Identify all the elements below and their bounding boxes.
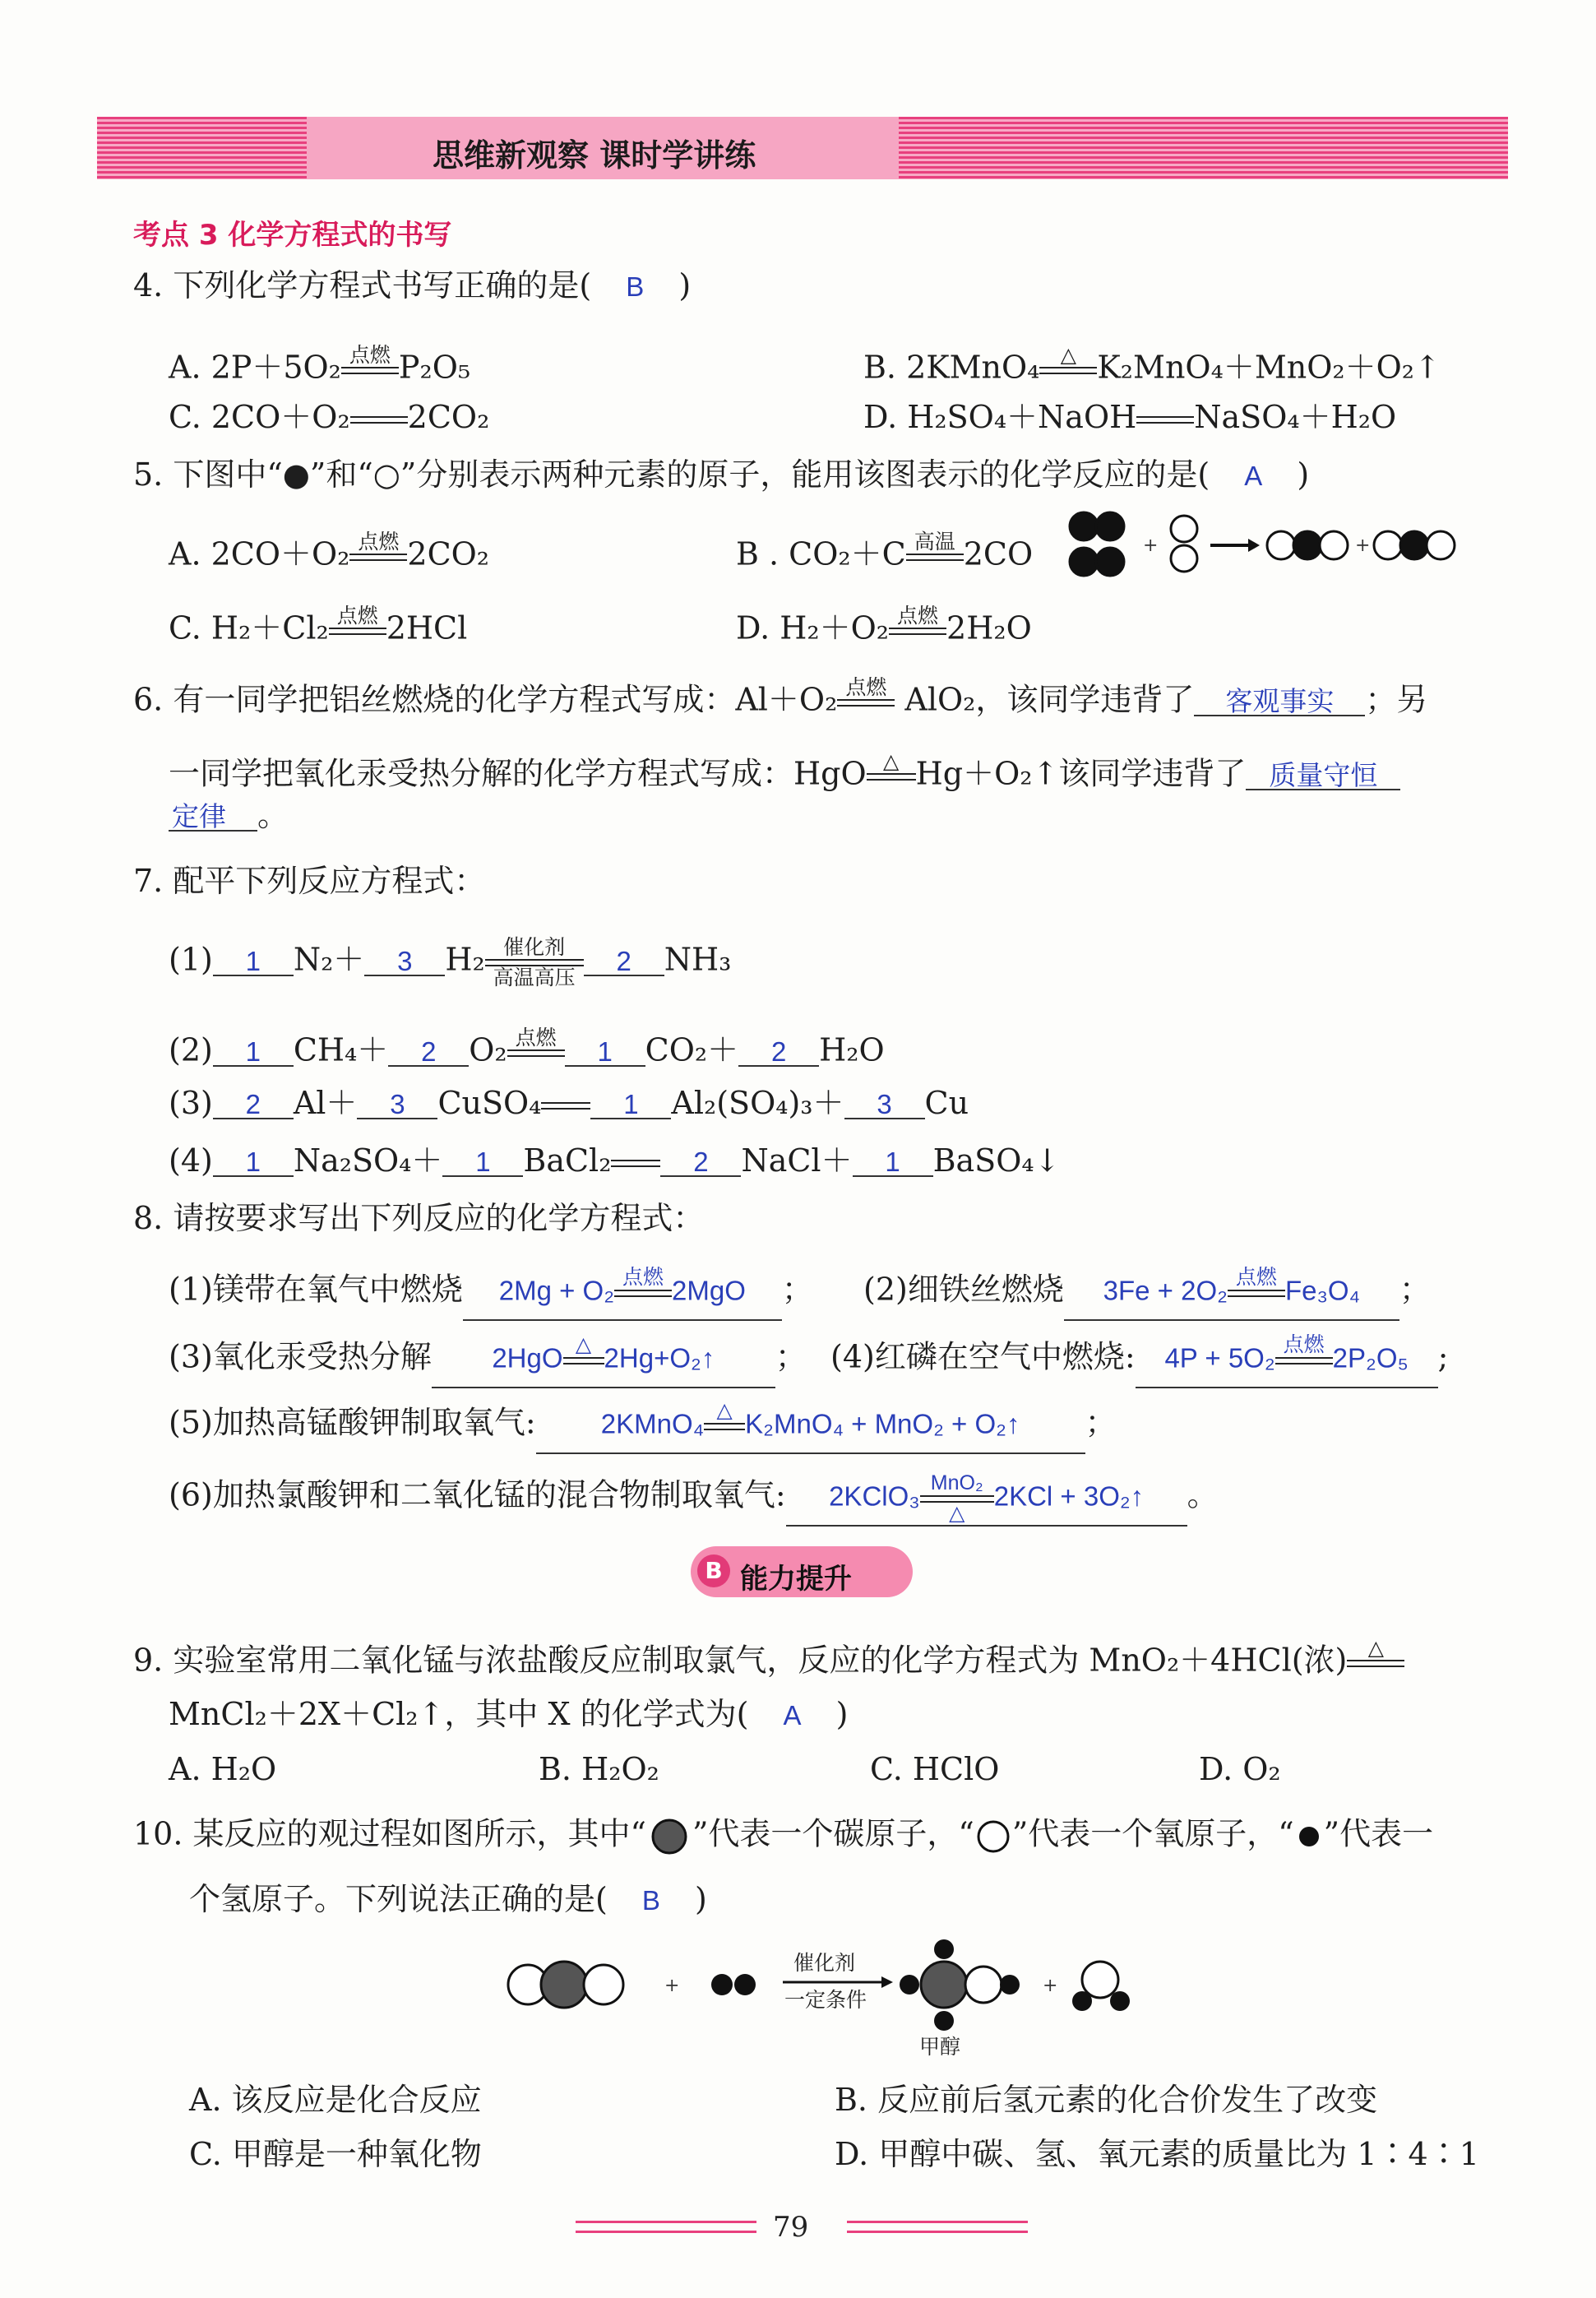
q8-answer-1: 2Mg + O₂ 点燃 2MgO: [463, 1267, 782, 1321]
hydrogen-atom: [1110, 1991, 1130, 2011]
q9-line2: MnCl₂＋2X＋Cl₂↑，其中 X 的化学式为( A ): [169, 1696, 849, 1732]
light-atom: [1427, 531, 1455, 559]
condition-label: 一定条件: [784, 1988, 867, 2012]
q8-answer-4: 4P + 5O₂ 点燃 2P₂O₅: [1136, 1334, 1438, 1388]
reaction-arrow: △: [563, 1334, 604, 1387]
hydrogen-atom-icon: [1294, 1818, 1324, 1856]
q7-reaction-1: (1) 1 N₂＋ 3 H₂ 催化剂 高温高压 2 NH₃: [169, 935, 732, 989]
q6-line3: 定律 。: [169, 799, 289, 832]
reaction-arrow: 点燃: [837, 676, 895, 729]
plus-sign: +: [1043, 1976, 1058, 1996]
q4-option-c: C. 2CO＋O₂ 2CO₂: [169, 399, 490, 435]
hydrogen-atom: [900, 1975, 919, 1995]
q8-answer-5: 2KMnO₄ △ K₂MnO₄ + MnO₂ + O₂↑: [536, 1400, 1085, 1454]
badge-letter: B: [697, 1554, 730, 1587]
q6-answer-2-cont: 定律: [169, 803, 257, 832]
q4-option-a: A. 2P＋5O₂ 点燃 P₂O₅: [169, 344, 470, 396]
q9-answer: A: [783, 1700, 802, 1730]
q6-line1: 6. 有一同学把铝丝燃烧的化学方程式写成：Al＋O₂ 点燃 AlO₂，该同学违背了 客观事实 ；另: [133, 676, 1427, 729]
q7-stem: 7. 配平下列反应方程式：: [133, 863, 486, 899]
q10-answer: B: [641, 1885, 660, 1916]
reaction-arrow: 点燃: [349, 530, 407, 583]
plus-sign: +: [1143, 535, 1159, 556]
dark-atom: [1070, 512, 1098, 540]
q9-option-c: C. HClO: [870, 1751, 1000, 1787]
q5-answer: A: [1244, 461, 1263, 491]
footer-line-left: [576, 2231, 756, 2233]
reaction-arrow: [350, 416, 408, 424]
q8-part-1: (1)镁带在氧气中燃烧 2Mg + O₂ 点燃 2MgO ；: [169, 1267, 813, 1321]
reaction-arrow-head: [881, 1976, 893, 1988]
q6-answer-1: 客观事实: [1194, 688, 1365, 716]
q7-reaction-3: (3) 2 Al＋ 3 CuSO₄ 1 Al₂(SO₄)₃＋ 3 Cu: [169, 1085, 969, 1121]
dark-atom: [1400, 531, 1428, 559]
q10-option-a: A. 该反应是化合反应: [189, 2082, 482, 2118]
q8-part-6: (6)加热氯酸钾和二氧化锰的混合物制取氧气: 2KClO₃ MnO₂ △ 2KCl + 3O₂↑ 。: [169, 1472, 1219, 1527]
dark-atom: [1096, 512, 1124, 540]
q6-answer-2: 质量守恒: [1246, 762, 1400, 790]
header-banner: [97, 117, 1508, 179]
q8-part-2: (2)细铁丝燃烧 3Fe + 2O₂ 点燃 Fe₃O₄ ；: [863, 1267, 1431, 1321]
q8-part-4: (4)红磷在空气中燃烧: 4P + 5O₂ 点燃 2P₂O₅ ;: [830, 1334, 1448, 1388]
q9-option-d: D. O₂: [1199, 1751, 1281, 1787]
q6-line2: 一同学把氧化汞受热分解的化学方程式写成：HgO △ Hg＋O₂↑该同学违背了 质量守恒: [169, 750, 1400, 803]
reaction-arrow: △: [1039, 344, 1097, 396]
q8-part-5: (5)加热高锰酸钾制取氧气: 2KMnO₄ △ K₂MnO₄ + MnO₂ + O₂↑ ；: [169, 1400, 1117, 1454]
q8-stem: 8. 请按要求写出下列反应的化学方程式：: [133, 1200, 705, 1236]
footer-line-right: [847, 2231, 1028, 2233]
methanol-label: 甲醇: [919, 2035, 961, 2059]
q10-line1: 10. 某反应的观过程如图所示，其中“ ”代表一个碳原子，“ ”代表一个氧原子，“ ”代表一: [133, 1818, 1433, 1856]
carbon-atom: [921, 1962, 967, 2008]
reaction-arrow: 点燃: [1228, 1267, 1285, 1319]
light-atom: [1171, 545, 1197, 572]
q8-answer-6: 2KClO₃ MnO₂ △ 2KCl + 3O₂↑: [786, 1472, 1187, 1527]
q9-option-b: B. H₂O₂: [539, 1751, 659, 1787]
reaction-arrow: MnO₂ △: [920, 1472, 994, 1525]
q5-reaction-diagram: [1061, 506, 1472, 588]
oxygen-atom: [584, 1965, 623, 2004]
dark-atom: [1096, 548, 1124, 576]
oxygen-atom: [965, 1967, 1002, 2003]
q8-answer-2: 3Fe + 2O₂ 点燃 Fe₃O₄: [1064, 1267, 1399, 1321]
hydrogen-atom: [711, 1974, 733, 1995]
reaction-arrow: 点燃: [1275, 1334, 1333, 1387]
hydrogen-atom: [1072, 1991, 1092, 2011]
q7-reaction-2: (2) 1 CH₄＋ 2 O₂ 点燃 1 CO₂＋ 2 H₂O: [169, 1026, 885, 1079]
hydrogen-atom: [734, 1974, 756, 1995]
q5-option-a: A. 2CO＋O₂ 点燃 2CO₂: [169, 530, 489, 583]
footer-line-left: [576, 2221, 756, 2223]
light-atom: [1171, 516, 1197, 542]
page-number: 79: [773, 2211, 809, 2244]
carbon-atom-icon: [646, 1818, 692, 1856]
reaction-arrow: 点燃: [614, 1267, 672, 1319]
section-title: 考点 3 化学方程式的书写: [133, 219, 452, 252]
q5-option-d: D. H₂＋O₂ 点燃 2H₂O: [736, 605, 1032, 657]
hydrogen-atom: [1000, 1975, 1020, 1995]
q9-line1: 9. 实验室常用二氧化锰与浓盐酸反应制取氯气，反应的化学方程式为 MnO₂＋4HCl(浓) △: [133, 1637, 1404, 1689]
q10-option-c: C. 甲醇是一种氧化物: [189, 2136, 482, 2172]
q4-option-b: B. 2KMnO₄ △ K₂MnO₄＋MnO₂＋O₂↑: [863, 344, 1441, 396]
reaction-arrow-head: [1248, 539, 1260, 552]
hydrogen-atom: [934, 2011, 954, 2031]
reaction-arrow: [611, 1160, 660, 1167]
reaction-arrow: 催化剂 高温高压: [485, 936, 584, 989]
reaction-arrow: [1136, 416, 1194, 424]
hydrogen-atom: [934, 1939, 954, 1959]
q5-option-c: C. H₂＋Cl₂ 点燃 2HCl: [169, 605, 467, 657]
light-atom: [1267, 531, 1295, 559]
light-atom: [1374, 531, 1402, 559]
plus-sign: +: [664, 1976, 680, 1996]
reaction-arrow: [541, 1102, 590, 1110]
oxygen-atom: [1082, 1962, 1118, 1998]
q4-stem: 4. 下列化学方程式书写正确的是( B ): [133, 267, 692, 303]
reaction-arrow: △: [704, 1400, 745, 1452]
footer-line-right: [847, 2221, 1028, 2223]
q10-option-b: B. 反应前后氢元素的化合价发生了改变: [835, 2082, 1378, 2118]
q8-part-3: (3)氧化汞受热分解 2HgO △ 2Hg+O₂↑ ；: [169, 1334, 807, 1388]
reaction-arrow: 点燃: [507, 1026, 565, 1079]
ability-badge: [691, 1546, 913, 1597]
reaction-arrow: △: [867, 750, 916, 803]
carbon-atom: [541, 1962, 587, 2008]
q10-reaction-diagram: [493, 1929, 1151, 2064]
reaction-arrow: 点燃: [889, 605, 946, 657]
reaction-arrow: 点燃: [341, 344, 399, 396]
dark-atom: [1293, 531, 1321, 559]
catalyst-label: 催化剂: [793, 1951, 856, 1975]
q8-answer-3: 2HgO △ 2Hg+O₂↑: [432, 1334, 775, 1388]
plus-sign: +: [1355, 535, 1371, 556]
q7-reaction-4: (4) 1 Na₂SO₄＋ 1 BaCl₂ 2 NaCl＋ 1 BaSO₄↓: [169, 1142, 1061, 1179]
q10-option-d: D. 甲醇中碳、氢、氧元素的质量比为 1∶4∶1: [835, 2136, 1479, 2172]
badge-text: 能力提升: [740, 1563, 852, 1596]
reaction-arrow: 高温: [906, 530, 964, 583]
q4-answer: B: [626, 271, 645, 302]
reaction-arrow: △: [1347, 1637, 1404, 1689]
reaction-arrow: 点燃: [329, 605, 386, 657]
q5-stem: 5. 下图中“●”和“○”分别表示两种元素的原子，能用该图表示的化学反应的是( A ): [133, 456, 1310, 493]
q5-option-b: B . CO₂＋C 高温 2CO: [736, 530, 1033, 583]
oxygen-atom-icon: [974, 1818, 1012, 1856]
dark-atom: [1070, 548, 1098, 576]
light-atom: [1320, 531, 1348, 559]
q4-option-d: D. H₂SO₄＋NaOH NaSO₄＋H₂O: [863, 399, 1397, 435]
q10-line2: 个氢原子。下列说法正确的是( B ): [189, 1881, 707, 1917]
header-title: 思维新观察 课时学讲练: [433, 137, 756, 174]
q9-option-a: A. H₂O: [169, 1751, 277, 1787]
